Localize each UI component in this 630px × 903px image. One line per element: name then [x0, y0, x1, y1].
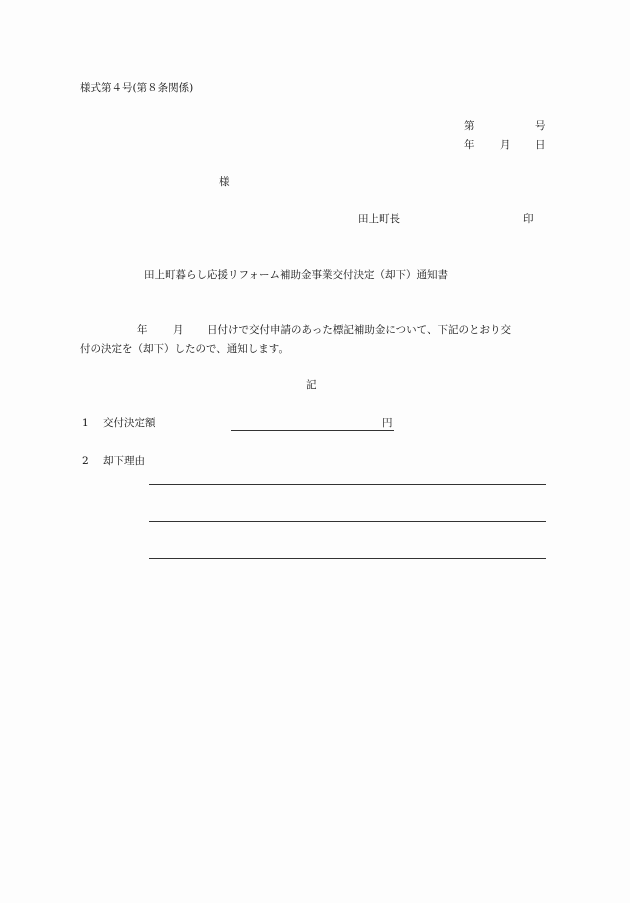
item-2-number: 2 [82, 455, 89, 467]
issuer-seal: 印 [523, 213, 534, 225]
body-line1: 日付けで交付申請のあった標記補助金について、下記のとおり交 [207, 324, 511, 336]
issuer-title: 田上町長 [358, 213, 400, 225]
item-1-label: 交付決定額 [103, 417, 156, 429]
item-2-label: 却下理由 [103, 455, 145, 467]
date-year: 年 [464, 139, 475, 151]
doc-number-go: 号 [535, 120, 546, 132]
date-month: 月 [500, 139, 511, 151]
reason-line-3 [149, 558, 546, 559]
ki-heading: 記 [306, 379, 317, 391]
amount-underline [231, 430, 394, 431]
item-1-number: 1 [82, 417, 89, 429]
reason-line-1 [149, 484, 546, 485]
body-line2: 付の決定を（却下）したので、通知します。 [80, 343, 289, 355]
date-day: 日 [535, 139, 546, 151]
reason-line-2 [149, 521, 546, 522]
body-year: 年 [137, 324, 148, 336]
document-title: 田上町暮らし応援リフォーム補助金事業交付決定（却下）通知書 [144, 269, 448, 281]
doc-number-dai: 第 [464, 120, 475, 132]
item-1-unit: 円 [382, 417, 393, 429]
body-month: 月 [173, 324, 184, 336]
addressee-suffix: 様 [219, 176, 230, 188]
form-number: 様式第４号(第８条関係) [80, 82, 194, 94]
